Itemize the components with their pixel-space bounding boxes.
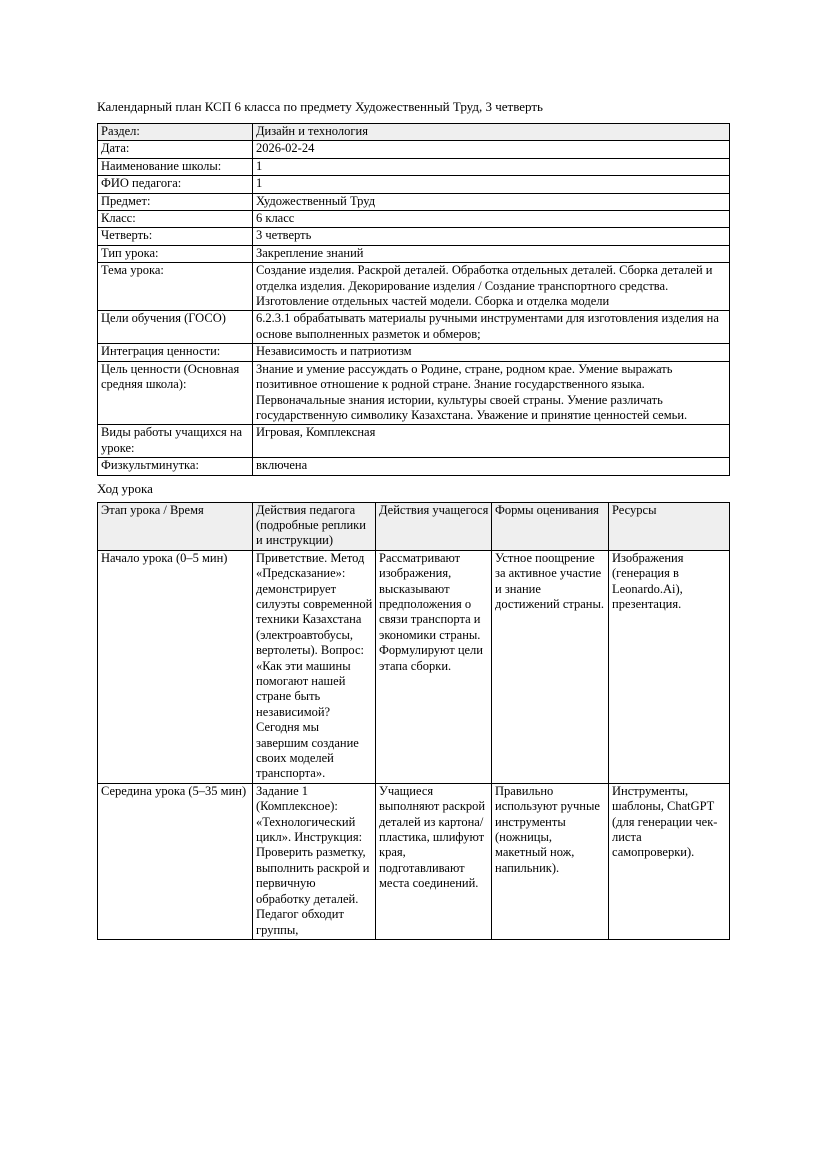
info-row	[98, 211, 730, 228]
stage-cell: Начало урока (0–5 мин)	[98, 550, 253, 783]
info-label: Цель ценности (Основная средняя школа):	[98, 361, 253, 425]
resources-cell: Изображения (генерация в Leonardo.Ai), презентация.	[609, 550, 730, 783]
info-value: 1	[253, 176, 730, 193]
info-label: Предмет:	[98, 193, 253, 210]
info-value: Независимость и патриотизм	[253, 344, 730, 361]
info-value: Дизайн и технология	[253, 124, 730, 141]
info-row	[98, 176, 730, 193]
info-value: включена	[253, 458, 730, 475]
info-row	[98, 425, 730, 458]
lesson-table-header-row	[98, 502, 730, 550]
info-row	[98, 311, 730, 344]
info-row	[98, 193, 730, 210]
info-value: 1	[253, 158, 730, 175]
stage-cell: Середина урока (5–35 мин)	[98, 783, 253, 939]
info-value: Игровая, Комплексная	[253, 425, 730, 458]
info-row	[98, 228, 730, 245]
column-header-student-actions: Действия учащегося	[376, 502, 492, 550]
info-label: Интеграция ценности:	[98, 344, 253, 361]
info-row	[98, 141, 730, 158]
info-row	[98, 158, 730, 175]
info-value: Знание и умение рассуждать о Родине, стране, родном крае. Умение выражать позитивное отношение к родной стране. Знание государственного языка. Первоначальные знания истории, культуры своей страны. Умение различать государственную символику Казахстана. Уважение и принятие ценностей семьи.	[253, 361, 730, 425]
info-label: Тема урока:	[98, 263, 253, 311]
info-label: Виды работы учащихся на уроке:	[98, 425, 253, 458]
info-value: 3 четверть	[253, 228, 730, 245]
info-value: Художественный Труд	[253, 193, 730, 210]
teacher-actions-cell: Задание 1 (Комплексное): «Технологический цикл». Инструкция: Проверить разметку, выполнить раскрой и первичную обработку деталей. Педагог обходит группы,	[253, 783, 376, 939]
column-header-stage: Этап урока / Время	[98, 502, 253, 550]
resources-cell: Инструменты, шаблоны, ChatGPT (для генерации чек-листа самопроверки).	[609, 783, 730, 939]
column-header-assessment: Формы оценивания	[492, 502, 609, 550]
student-actions-cell: Рассматривают изображения, высказывают предположения о связи транспорта и экономики страны. Формулируют цели этапа сборки.	[376, 550, 492, 783]
info-label: Цели обучения (ГОСО)	[98, 311, 253, 344]
lesson-stage-row	[98, 550, 730, 783]
info-value: Закрепление знаний	[253, 245, 730, 262]
info-row	[98, 124, 730, 141]
info-label: ФИО педагога:	[98, 176, 253, 193]
info-row	[98, 458, 730, 475]
info-label: Тип урока:	[98, 245, 253, 262]
info-label: Наименование школы:	[98, 158, 253, 175]
lesson-stage-row	[98, 783, 730, 939]
page-title: Календарный план КСП 6 класса по предмету Художественный Труд, 3 четверть	[97, 99, 543, 114]
info-row	[98, 263, 730, 311]
assessment-cell: Устное поощрение за активное участие и знание достижений страны.	[492, 550, 609, 783]
document-page	[97, 99, 729, 940]
column-header-resources: Ресурсы	[609, 502, 730, 550]
info-value: Создание изделия. Раскрой деталей. Обработка отдельных деталей. Сборка деталей и отделка изделия. Декорирование изделия / Создание транспортного средства. Изготовление отдельных частей модели. Сборка и отделка модели	[253, 263, 730, 311]
info-label: Класс:	[98, 211, 253, 228]
column-header-teacher-actions: Действия педагога (подробные реплики и инструкции)	[253, 502, 376, 550]
info-row	[98, 361, 730, 425]
info-label: Физкультминутка:	[98, 458, 253, 475]
info-row	[98, 245, 730, 262]
info-label: Четверть:	[98, 228, 253, 245]
info-value: 6.2.3.1 обрабатывать материалы ручными инструментами для изготовления изделия на основе выполненных разметок и обмеров;	[253, 311, 730, 344]
student-actions-cell: Учащиеся выполняют раскрой деталей из картона/пластика, шлифуют края, подготавливают места соединений.	[376, 783, 492, 939]
section-heading: Ход урока	[97, 480, 153, 496]
info-label: Дата:	[98, 141, 253, 158]
info-value: 2026-02-24	[253, 141, 730, 158]
info-value: 6 класс	[253, 211, 730, 228]
info-row	[98, 344, 730, 361]
lesson-flow-table	[97, 502, 730, 940]
teacher-actions-cell: Приветствие. Метод «Предсказание»: демонстрирует силуэты современной техники Казахстана (электроавтобусы, вертолеты). Вопрос: «Как эти машины помогают нашей стране быть независимой? Сегодня мы завершим создание своих моделей транспорта».	[253, 550, 376, 783]
lesson-info-table	[97, 123, 730, 476]
assessment-cell: Правильно используют ручные инструменты (ножницы, макетный нож, напильник).	[492, 783, 609, 939]
info-label: Раздел:	[98, 124, 253, 141]
